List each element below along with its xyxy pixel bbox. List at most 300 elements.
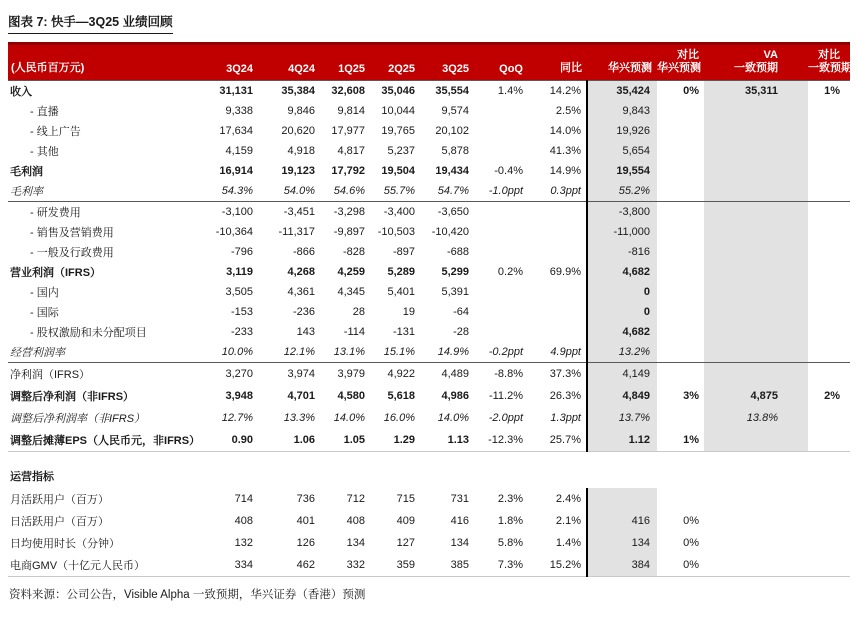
cell: 19,123 bbox=[281, 165, 315, 177]
table-row bbox=[8, 222, 850, 242]
cell: 10,044 bbox=[381, 105, 415, 117]
cell: 4,259 bbox=[337, 266, 365, 278]
cell: 4,701 bbox=[287, 390, 315, 402]
cell: 9,574 bbox=[441, 105, 469, 117]
cell: -28 bbox=[453, 326, 469, 338]
cell: 0% bbox=[683, 515, 699, 527]
table-row bbox=[8, 101, 850, 121]
table-row bbox=[8, 262, 850, 282]
cell bbox=[528, 302, 587, 322]
cell: 2.4% bbox=[555, 493, 581, 505]
cell bbox=[704, 242, 808, 262]
cell: -0.2ppt bbox=[474, 342, 528, 363]
cell: 134 bbox=[450, 537, 469, 549]
cell bbox=[704, 181, 808, 202]
cell: 25.7% bbox=[528, 429, 587, 452]
cell: 3,119 bbox=[226, 266, 253, 278]
table-row bbox=[8, 242, 850, 262]
cell bbox=[528, 242, 587, 262]
cell bbox=[704, 342, 808, 363]
cell: 2.3% bbox=[497, 493, 523, 505]
cell: 31,131 bbox=[219, 85, 253, 97]
cell: 4,918 bbox=[287, 145, 315, 157]
cell bbox=[704, 532, 808, 554]
cell: -10,364 bbox=[215, 226, 253, 238]
cell: 19,434 bbox=[435, 165, 469, 177]
cell bbox=[704, 101, 808, 121]
cell bbox=[528, 282, 587, 302]
cell: 0 bbox=[587, 302, 657, 322]
cell: 1.8% bbox=[497, 515, 523, 527]
cell: 16,914 bbox=[219, 165, 253, 177]
cell: 1.29 bbox=[370, 429, 420, 452]
cell bbox=[657, 363, 704, 386]
cell: 41.3% bbox=[549, 145, 581, 157]
cell: 9,338 bbox=[225, 105, 253, 117]
row-label: - 直播 bbox=[30, 106, 59, 118]
table-row bbox=[8, 202, 850, 223]
cell bbox=[474, 282, 528, 302]
page-title: 图表 7: 快手—3Q25 业绩回顾 bbox=[8, 12, 173, 34]
cell bbox=[474, 242, 528, 262]
cell: 4,682 bbox=[587, 322, 657, 342]
column-header-3q24: 3Q24 bbox=[198, 44, 258, 81]
cell bbox=[474, 101, 528, 121]
cell: 126 bbox=[296, 537, 315, 549]
cell: 37.3% bbox=[549, 368, 581, 380]
cell: 408 bbox=[346, 515, 365, 527]
cell: 5,654 bbox=[587, 141, 657, 161]
table-row bbox=[8, 429, 850, 452]
column-header-qoq: QoQ bbox=[474, 44, 528, 81]
cell: 5,618 bbox=[387, 390, 415, 402]
cell: -816 bbox=[587, 242, 657, 262]
cell bbox=[474, 202, 528, 223]
table-row bbox=[8, 407, 850, 429]
row-label: - 国际 bbox=[30, 307, 59, 319]
column-header-2q25: 2Q25 bbox=[370, 44, 420, 81]
cell: 462 bbox=[258, 554, 320, 577]
cell: 736 bbox=[296, 493, 315, 505]
row-label: 调整后净利润（非IFRS） bbox=[10, 391, 135, 403]
cell: 401 bbox=[296, 515, 315, 527]
cell: 2.1% bbox=[555, 515, 581, 527]
cell bbox=[657, 141, 704, 161]
cell bbox=[587, 488, 657, 510]
cell bbox=[474, 222, 528, 242]
cell: 4,682 bbox=[587, 262, 657, 282]
cell: -11,317 bbox=[278, 226, 315, 238]
row-label: 净利润（IFRS） bbox=[10, 369, 91, 381]
cell: 3,270 bbox=[225, 368, 253, 380]
cell: 9,814 bbox=[337, 105, 365, 117]
cell: 143 bbox=[296, 326, 315, 338]
cell bbox=[704, 322, 808, 342]
cell bbox=[808, 242, 850, 262]
cell: 714 bbox=[234, 493, 253, 505]
cell: 1.06 bbox=[258, 429, 320, 452]
column-header-vs-cr-forecast bbox=[657, 44, 704, 81]
cell: 55.2% bbox=[587, 181, 657, 202]
cell: 731 bbox=[450, 493, 469, 505]
cell: 3,979 bbox=[337, 368, 365, 380]
cell bbox=[704, 510, 808, 532]
cell: 19,554 bbox=[587, 161, 657, 181]
cell bbox=[704, 282, 808, 302]
cell bbox=[657, 202, 704, 223]
cell: 13.3% bbox=[283, 412, 315, 424]
row-label: - 其他 bbox=[30, 146, 59, 158]
row-label: - 一般及行政费用 bbox=[30, 247, 114, 259]
cell bbox=[474, 121, 528, 141]
row-label: - 研发费用 bbox=[30, 207, 81, 219]
cell: -2.0ppt bbox=[488, 412, 523, 424]
table-row bbox=[8, 510, 850, 532]
cell: 0% bbox=[683, 85, 699, 97]
cell: 5,878 bbox=[441, 145, 469, 157]
column-header-1q25: 1Q25 bbox=[320, 44, 370, 81]
cell: 16.0% bbox=[383, 412, 415, 424]
cell: 17,792 bbox=[331, 165, 365, 177]
cell: -64 bbox=[453, 306, 469, 318]
cell: 0% bbox=[657, 554, 704, 577]
header-line: VA bbox=[763, 49, 778, 61]
cell bbox=[528, 322, 587, 342]
table-row bbox=[8, 121, 850, 141]
cell: 20,620 bbox=[281, 125, 315, 137]
cell: 5,401 bbox=[387, 286, 415, 298]
cell: 0% bbox=[683, 537, 699, 549]
cell: -12.3% bbox=[474, 429, 528, 452]
cell bbox=[657, 322, 704, 342]
cell: -236 bbox=[292, 306, 315, 318]
cell: 5.8% bbox=[497, 537, 523, 549]
cell: -3,298 bbox=[333, 206, 365, 218]
cell: 13.2% bbox=[587, 342, 657, 363]
cell: 4,922 bbox=[387, 368, 415, 380]
cell bbox=[808, 554, 850, 577]
cell: 15.1% bbox=[370, 342, 420, 363]
cell bbox=[704, 262, 808, 282]
row-label: 电商GMV（十亿元人民币） bbox=[8, 554, 198, 577]
cell: 334 bbox=[198, 554, 258, 577]
cell: 5,299 bbox=[441, 266, 469, 278]
cell: -0.4% bbox=[494, 165, 523, 177]
section-title: 运营指标 bbox=[10, 471, 54, 483]
header-line: 一致预期 bbox=[808, 62, 852, 74]
row-label: - 线上广告 bbox=[30, 126, 81, 138]
row-label: - 国内 bbox=[30, 287, 59, 299]
cell: 5,391 bbox=[441, 286, 469, 298]
cell bbox=[808, 510, 850, 532]
cell: 7.3% bbox=[474, 554, 528, 577]
source-note: 资料来源：公司公告，Visible Alpha 一致预期，华兴证券（香港）预测 bbox=[9, 589, 366, 601]
cell: 3,974 bbox=[287, 368, 315, 380]
cell bbox=[704, 488, 808, 510]
table-row bbox=[8, 554, 850, 577]
cell bbox=[808, 302, 850, 322]
cell bbox=[808, 262, 850, 282]
cell: 1.12 bbox=[587, 429, 657, 452]
cell bbox=[528, 202, 587, 223]
cell: -131 bbox=[392, 326, 415, 338]
cell: 1.3ppt bbox=[550, 412, 581, 424]
cell: 13.7% bbox=[587, 407, 657, 429]
cell: -897 bbox=[392, 246, 415, 258]
cell: 3% bbox=[683, 390, 699, 402]
cell: -3,400 bbox=[383, 206, 415, 218]
section-header-row bbox=[8, 464, 850, 488]
cell: 1% bbox=[824, 85, 840, 97]
cell: 17,634 bbox=[219, 125, 253, 137]
column-header-vs-consensus bbox=[808, 44, 850, 81]
column-header-cr-forecast: 华兴预测 bbox=[587, 44, 657, 81]
cell: 15.2% bbox=[528, 554, 587, 577]
cell: 19,504 bbox=[381, 165, 415, 177]
cell bbox=[808, 222, 850, 242]
cell: 4,149 bbox=[587, 363, 657, 386]
cell: 385 bbox=[420, 554, 474, 577]
cell: 1% bbox=[657, 429, 704, 452]
cell: -8.8% bbox=[494, 368, 523, 380]
cell bbox=[704, 429, 808, 452]
cell bbox=[657, 302, 704, 322]
cell: 4,361 bbox=[287, 286, 315, 298]
cell: 359 bbox=[370, 554, 420, 577]
row-label: 毛利率 bbox=[8, 181, 198, 202]
cell: 35,311 bbox=[704, 81, 808, 102]
cell: 26.3% bbox=[549, 390, 581, 402]
cell: 28 bbox=[352, 306, 365, 318]
cell: 54.6% bbox=[320, 181, 370, 202]
cell bbox=[808, 342, 850, 363]
cell: 10.0% bbox=[198, 342, 258, 363]
cell: 132 bbox=[234, 537, 253, 549]
cell: 384 bbox=[587, 554, 657, 577]
cell: 32,608 bbox=[331, 85, 365, 97]
cell: 0.2% bbox=[497, 266, 523, 278]
cell bbox=[704, 363, 808, 386]
cell bbox=[474, 302, 528, 322]
cell bbox=[808, 121, 850, 141]
cell: 0 bbox=[587, 282, 657, 302]
cell: 127 bbox=[396, 537, 415, 549]
table-row bbox=[8, 282, 850, 302]
cell: 19 bbox=[402, 306, 415, 318]
column-header-4q24: 4Q24 bbox=[258, 44, 320, 81]
cell: 4,849 bbox=[587, 385, 657, 407]
cell bbox=[808, 101, 850, 121]
cell: 1.4% bbox=[555, 537, 581, 549]
table-row bbox=[8, 161, 850, 181]
cell: 332 bbox=[320, 554, 370, 577]
financials-table bbox=[8, 42, 850, 577]
cell: 35,384 bbox=[281, 85, 315, 97]
cell: -10,503 bbox=[377, 226, 415, 238]
column-header-yoy: 同比 bbox=[528, 44, 587, 81]
cell: -153 bbox=[230, 306, 253, 318]
cell: -866 bbox=[292, 246, 315, 258]
cell: 35,046 bbox=[381, 85, 415, 97]
cell: 134 bbox=[346, 537, 365, 549]
cell: -10,420 bbox=[431, 226, 469, 238]
cell: 5,237 bbox=[387, 145, 415, 157]
cell bbox=[657, 262, 704, 282]
cell: 19,926 bbox=[587, 121, 657, 141]
cell bbox=[704, 302, 808, 322]
cell bbox=[704, 141, 808, 161]
cell bbox=[704, 222, 808, 242]
cell: -796 bbox=[230, 246, 253, 258]
cell: 1.4% bbox=[497, 85, 523, 97]
cell: 19,765 bbox=[381, 125, 415, 137]
cell: 14.0% bbox=[437, 412, 469, 424]
cell bbox=[657, 488, 704, 510]
cell: -3,800 bbox=[587, 202, 657, 223]
table-row bbox=[8, 385, 850, 407]
cell: 55.7% bbox=[370, 181, 420, 202]
cell: 54.0% bbox=[258, 181, 320, 202]
header-line: 对比 bbox=[818, 49, 840, 61]
cell: 13.1% bbox=[320, 342, 370, 363]
row-label: 月活跃用户（百万） bbox=[10, 494, 109, 506]
cell: -688 bbox=[446, 246, 469, 258]
cell: 17,977 bbox=[331, 125, 365, 137]
cell bbox=[808, 181, 850, 202]
cell: 4,875 bbox=[704, 385, 808, 407]
cell bbox=[704, 554, 808, 577]
cell bbox=[808, 141, 850, 161]
cell: -828 bbox=[342, 246, 365, 258]
cell: 408 bbox=[234, 515, 253, 527]
cell bbox=[657, 407, 704, 429]
cell: 4,159 bbox=[225, 145, 253, 157]
row-label: - 股权激励和未分配项目 bbox=[30, 327, 147, 339]
cell bbox=[808, 488, 850, 510]
cell: 4.9ppt bbox=[528, 342, 587, 363]
cell bbox=[657, 121, 704, 141]
cell: 4,345 bbox=[337, 286, 365, 298]
row-label: 日活跃用户（百万） bbox=[10, 516, 109, 528]
header-row bbox=[8, 44, 850, 81]
column-header-va-consensus bbox=[704, 44, 808, 81]
cell bbox=[474, 141, 528, 161]
header-line: 华兴预测 bbox=[657, 62, 701, 74]
cell: 54.7% bbox=[420, 181, 474, 202]
cell: 4,580 bbox=[337, 390, 365, 402]
spacer-row bbox=[8, 452, 850, 465]
cell: 3,948 bbox=[225, 390, 253, 402]
cell: 69.9% bbox=[549, 266, 581, 278]
table-row bbox=[8, 363, 850, 386]
cell: 409 bbox=[396, 515, 415, 527]
header-line: 对比 bbox=[677, 49, 699, 61]
column-header-3q25: 3Q25 bbox=[420, 44, 474, 81]
cell: 14.2% bbox=[549, 85, 581, 97]
row-label: - 销售及营销费用 bbox=[30, 227, 114, 239]
table-row bbox=[8, 342, 850, 363]
cell: 0.3ppt bbox=[528, 181, 587, 202]
cell: 20,102 bbox=[435, 125, 469, 137]
cell: 4,489 bbox=[441, 368, 469, 380]
cell: 9,846 bbox=[287, 105, 315, 117]
cell: 12.1% bbox=[258, 342, 320, 363]
cell: 0.90 bbox=[198, 429, 258, 452]
row-label: 营业利润（IFRS） bbox=[10, 267, 102, 279]
cell: 54.3% bbox=[198, 181, 258, 202]
row-label: 调整后净利润率（非IFRS） bbox=[10, 413, 146, 425]
table-row bbox=[8, 81, 850, 102]
cell bbox=[657, 181, 704, 202]
cell: 1.13 bbox=[420, 429, 474, 452]
cell bbox=[657, 161, 704, 181]
cell: 2.5% bbox=[555, 105, 581, 117]
cell bbox=[657, 342, 704, 363]
cell: -114 bbox=[343, 326, 365, 338]
table-row bbox=[8, 141, 850, 161]
cell bbox=[808, 532, 850, 554]
table-row bbox=[8, 488, 850, 510]
cell: 35,424 bbox=[587, 81, 657, 102]
cell: 14.0% bbox=[333, 412, 365, 424]
header-line: 一致预期 bbox=[734, 62, 778, 74]
table-header bbox=[8, 44, 850, 81]
row-label: 毛利润 bbox=[10, 166, 43, 178]
cell bbox=[808, 282, 850, 302]
table-row bbox=[8, 532, 850, 554]
spacer-cell bbox=[8, 452, 850, 465]
cell: 35,554 bbox=[435, 85, 469, 97]
cell: -233 bbox=[230, 326, 253, 338]
cell: -11.2% bbox=[488, 390, 523, 402]
cell bbox=[704, 121, 808, 141]
cell: -11,000 bbox=[587, 222, 657, 242]
cell bbox=[704, 202, 808, 223]
cell bbox=[704, 161, 808, 181]
cell bbox=[528, 222, 587, 242]
cell bbox=[808, 202, 850, 223]
table-row bbox=[8, 322, 850, 342]
cell: 715 bbox=[396, 493, 415, 505]
cell: -3,451 bbox=[283, 206, 315, 218]
cell: 4,268 bbox=[287, 266, 315, 278]
cell: 2% bbox=[824, 390, 840, 402]
cell bbox=[657, 101, 704, 121]
cell: 5,289 bbox=[387, 266, 415, 278]
cell: 13.8% bbox=[704, 407, 808, 429]
cell bbox=[808, 429, 850, 452]
cell: 14.9% bbox=[420, 342, 474, 363]
cell bbox=[808, 407, 850, 429]
cell: 9,843 bbox=[587, 101, 657, 121]
cell bbox=[474, 322, 528, 342]
cell bbox=[657, 222, 704, 242]
cell: 416 bbox=[450, 515, 469, 527]
row-label: 经营利润率 bbox=[8, 342, 198, 363]
cell: 712 bbox=[346, 493, 365, 505]
cell bbox=[657, 242, 704, 262]
cell: 3,505 bbox=[225, 286, 253, 298]
cell: 14.9% bbox=[549, 165, 581, 177]
cell: -3,100 bbox=[221, 206, 253, 218]
table-row bbox=[8, 302, 850, 322]
cell bbox=[657, 282, 704, 302]
row-label: 收入 bbox=[10, 86, 32, 98]
cell bbox=[808, 161, 850, 181]
cell: -1.0ppt bbox=[474, 181, 528, 202]
cell: -9,897 bbox=[333, 226, 365, 238]
cell: 4,817 bbox=[337, 145, 365, 157]
